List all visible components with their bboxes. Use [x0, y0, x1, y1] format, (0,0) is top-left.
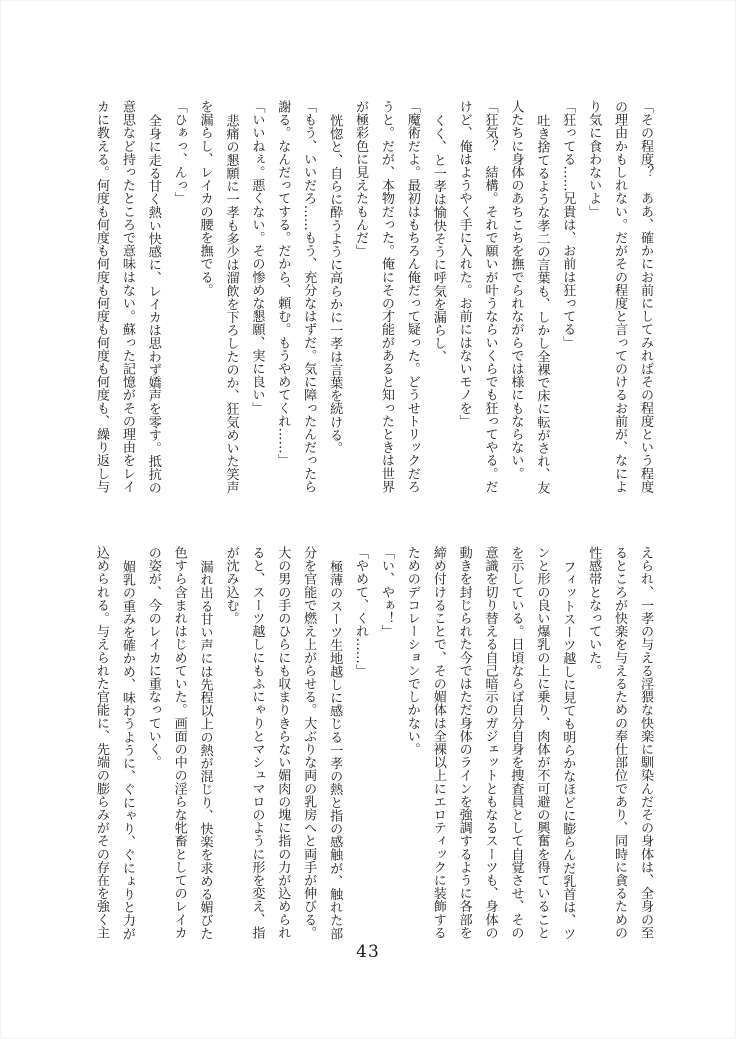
text-line: うと。だが、本物だった。俺にその才能があると知ったときは世界 — [378, 100, 394, 493]
text-line: 大の男の手のひらにも収まりきらない媚肉の塊に指の力が込められ — [275, 546, 291, 939]
text-line: けど、俺はようやく手に入れた。お前にはないモノを」 — [456, 100, 472, 428]
text-line: 込められる。与えられた官能に、先端の膨らみがその存在を強く主 — [93, 546, 109, 939]
text-line: 意思など持ったところで意味はない。蘇った記憶がその理由をレイ — [119, 100, 135, 493]
text-line: が沈み込む。 — [223, 546, 239, 625]
text-line: を示している。日頃ならば自分自身を捜査員として自覚させ、その — [508, 546, 524, 939]
text-line: えられ、一孝の与える淫猥な快楽に馴染んだその身体は、全身の至 — [638, 546, 653, 939]
text-line: フィットスーツ越しに見ても明らかなほどに膨らんだ乳首は、ツ — [560, 559, 576, 940]
text-line: が極彩色に見えたもんだ」 — [353, 100, 369, 258]
text-line: 「やめて、くれ……」 — [353, 546, 369, 677]
text-line: 恍惚と、自らに酔うように高らかに一孝は言葉を続ける。 — [327, 113, 343, 455]
text-line: 分を官能で燃え上がらせる。大ぶりな両の乳房へと両手が伸びる。 — [301, 546, 317, 939]
text-line: るところが快楽を与えるための奉仕部位であり、同時に貪るための — [612, 546, 628, 939]
text-line: 「もう、いいだろ……もう、充分なはずだ。気に障ったんだったら — [301, 100, 317, 493]
text-line: 動きを封じられた今ではただ身体のラインを強調するように各部を — [456, 546, 472, 939]
text-line: の理由かもしれない。だがその程度と言ってのけるお前が、なによ — [612, 100, 628, 493]
text-line: 人たちに身体のあちこちを撫でられながらでは様にもならない。 — [508, 100, 524, 480]
text-line: 色すら含まれはじめていた。画面の中の淫らな牝畜としてのレイカ — [171, 546, 187, 939]
text-line: 締め付けることで、その媚体は全裸以上にエロティックに装飾する — [430, 546, 446, 939]
text-block-bottom — [88, 546, 658, 940]
text-line: カに教える。何度も何度も何度も何度も何度も何度も、繰り返し与 — [93, 100, 109, 493]
page-number: 43 — [356, 942, 380, 962]
text-line: 全身に走る甘く熱い快感に、レイカは思わず嬌声を零す。抵抗の — [145, 113, 161, 494]
text-line: 吐き捨てるような孝二の言葉も、しかし全裸で床に転がされ、友 — [534, 113, 550, 494]
text-line: 「ひぁっ、んっ」 — [171, 100, 187, 205]
text-line: 「いいねぇ。悪くない。その惨めな懇願、実に良い」 — [249, 100, 265, 415]
text-line: 性感帯となっていた。 — [586, 546, 602, 677]
text-line: 極薄のスーツ生地越しに感じる一孝の熱と指の感触が、触れた部 — [327, 559, 343, 940]
text-line: 「い、やぁ！」 — [378, 546, 394, 638]
text-block-top — [88, 100, 658, 494]
text-line: 「狂ってる……兄貴は、お前は狂ってる」 — [560, 100, 576, 349]
text-line: ためのデコレーションでしかない。 — [404, 546, 420, 756]
text-line: ると、スーツ越しにもふにゃりとマシュマロのように形を変え、指 — [249, 546, 265, 939]
text-line: 漏れ出る甘い声には先程以上の熱が混じり、快楽を求める媚びた — [197, 559, 213, 940]
text-line: を漏らし、レイカの腰を撫でる。 — [197, 100, 213, 297]
text-line: くく、と一孝は愉快そうに呼気を漏らし、 — [430, 113, 446, 363]
text-line: 媚乳の重みを確かめ、味わうように、ぐにゃり、ぐにょりと力が — [119, 559, 135, 940]
text-line: の姿が、今のレイカに重なっていく。 — [145, 546, 161, 769]
text-line: 意識を切り替える自己暗示のガジェットともなるスーツも、身体の — [482, 546, 498, 939]
text-line: ンと形の良い爆乳の上に乗り、肉体が不可避の興奮を得ていること — [534, 546, 550, 939]
text-line: 「魔術だよ。最初はもちろん俺だって疑った。どうせトリックだろ — [404, 100, 420, 493]
text-line: 「狂気？ 結構。それで願いが叶うならいくらでも狂ってやる。だ — [482, 100, 498, 493]
text-line: 謝る。なんだってする。だから、頼む。もうやめてくれ……」 — [275, 100, 291, 467]
text-line: 「その程度？ ああ、確かにお前にしてみればその程度という程度 — [638, 100, 653, 493]
text-line: り気に食わないよ」 — [586, 100, 602, 218]
text-line: 悲痛の懇願に一孝も多少は溜飲を下ろしたのか、狂気めいた笑声 — [223, 113, 239, 494]
